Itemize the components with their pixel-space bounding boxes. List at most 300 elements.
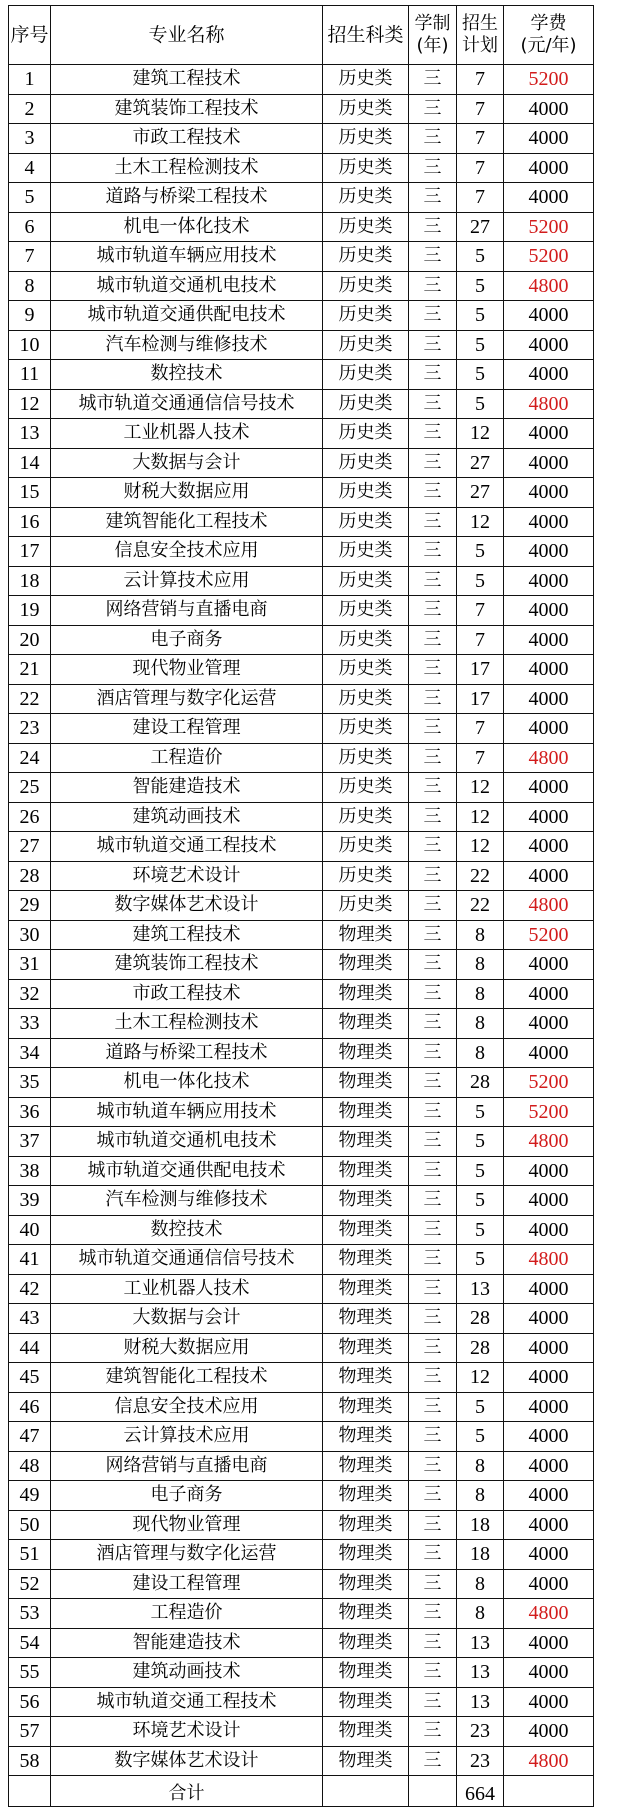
table-row bbox=[9, 242, 594, 272]
cell-fee: 4800 bbox=[504, 1245, 594, 1275]
cell-fee: 4800 bbox=[504, 743, 594, 773]
cell-no: 13 bbox=[9, 419, 51, 449]
cell-category: 物理类 bbox=[323, 1510, 409, 1540]
cell-plan: 17 bbox=[457, 684, 504, 714]
table-row bbox=[9, 920, 594, 950]
cell-plan: 5 bbox=[457, 1422, 504, 1452]
cell-fee: 4800 bbox=[504, 271, 594, 301]
table-row bbox=[9, 94, 594, 124]
cell-category: 物理类 bbox=[323, 1038, 409, 1068]
table-row bbox=[9, 802, 594, 832]
cell-major: 信息安全技术应用 bbox=[51, 537, 323, 567]
cell-category: 历史类 bbox=[323, 714, 409, 744]
cell-category: 物理类 bbox=[323, 1156, 409, 1186]
cell-plan: 7 bbox=[457, 714, 504, 744]
cell-major: 网络营销与直播电商 bbox=[51, 1451, 323, 1481]
cell-plan: 13 bbox=[457, 1628, 504, 1658]
cell-category: 物理类 bbox=[323, 1422, 409, 1452]
cell-years: 三 bbox=[409, 1038, 457, 1068]
cell-no: 52 bbox=[9, 1569, 51, 1599]
table-row bbox=[9, 861, 594, 891]
cell-years: 三 bbox=[409, 1363, 457, 1393]
cell-plan: 13 bbox=[457, 1658, 504, 1688]
cell-major: 城市轨道交通机电技术 bbox=[51, 1127, 323, 1157]
table-row bbox=[9, 1127, 594, 1157]
cell-years: 三 bbox=[409, 1540, 457, 1570]
cell-fee: 4800 bbox=[504, 1746, 594, 1776]
cell-plan: 22 bbox=[457, 891, 504, 921]
cell-plan: 13 bbox=[457, 1687, 504, 1717]
table-row bbox=[9, 301, 594, 331]
cell-no: 21 bbox=[9, 655, 51, 685]
cell-fee: 4000 bbox=[504, 1274, 594, 1304]
cell-plan: 7 bbox=[457, 596, 504, 626]
cell-plan: 7 bbox=[457, 124, 504, 154]
table-row bbox=[9, 1510, 594, 1540]
cell-major: 城市轨道交通通信信号技术 bbox=[51, 1245, 323, 1275]
cell-category: 历史类 bbox=[323, 153, 409, 183]
header-major: 专业名称 bbox=[51, 6, 323, 65]
cell-no: 36 bbox=[9, 1097, 51, 1127]
cell-major: 道路与桥梁工程技术 bbox=[51, 183, 323, 213]
cell-no: 34 bbox=[9, 1038, 51, 1068]
cell-major: 建筑工程技术 bbox=[51, 920, 323, 950]
table-row bbox=[9, 183, 594, 213]
cell-no: 24 bbox=[9, 743, 51, 773]
table-row bbox=[9, 1658, 594, 1688]
cell-years: 三 bbox=[409, 242, 457, 272]
cell-category: 物理类 bbox=[323, 1628, 409, 1658]
cell-years: 三 bbox=[409, 1215, 457, 1245]
cell-no: 50 bbox=[9, 1510, 51, 1540]
cell-plan: 12 bbox=[457, 419, 504, 449]
cell-major: 城市轨道车辆应用技术 bbox=[51, 242, 323, 272]
cell-years: 三 bbox=[409, 1451, 457, 1481]
cell-years: 三 bbox=[409, 655, 457, 685]
cell-fee: 4000 bbox=[504, 1481, 594, 1511]
cell-category: 历史类 bbox=[323, 65, 409, 95]
cell-no: 10 bbox=[9, 330, 51, 360]
total-row bbox=[9, 1776, 594, 1807]
header-plan bbox=[457, 6, 504, 65]
cell-major: 机电一体化技术 bbox=[51, 1068, 323, 1098]
cell-major: 工业机器人技术 bbox=[51, 419, 323, 449]
cell-category: 历史类 bbox=[323, 625, 409, 655]
cell-category: 物理类 bbox=[323, 1215, 409, 1245]
cell-fee: 4000 bbox=[504, 1687, 594, 1717]
cell-fee: 4000 bbox=[504, 1628, 594, 1658]
cell-major: 建筑智能化工程技术 bbox=[51, 507, 323, 537]
cell-no: 17 bbox=[9, 537, 51, 567]
cell-major: 建筑智能化工程技术 bbox=[51, 1363, 323, 1393]
table-row bbox=[9, 655, 594, 685]
cell-plan: 23 bbox=[457, 1746, 504, 1776]
cell-years: 三 bbox=[409, 65, 457, 95]
cell-years: 三 bbox=[409, 684, 457, 714]
table-row bbox=[9, 153, 594, 183]
cell-years: 三 bbox=[409, 1068, 457, 1098]
table-body bbox=[9, 65, 594, 1776]
cell-major: 建筑动画技术 bbox=[51, 1658, 323, 1688]
cell-no: 55 bbox=[9, 1658, 51, 1688]
cell-category: 物理类 bbox=[323, 1687, 409, 1717]
cell-years: 三 bbox=[409, 389, 457, 419]
cell-fee: 4000 bbox=[504, 1422, 594, 1452]
cell-fee: 4000 bbox=[504, 1717, 594, 1747]
cell-major: 建筑工程技术 bbox=[51, 65, 323, 95]
table-row bbox=[9, 891, 594, 921]
cell-no: 20 bbox=[9, 625, 51, 655]
cell-plan: 8 bbox=[457, 1481, 504, 1511]
cell-major: 城市轨道交通供配电技术 bbox=[51, 1156, 323, 1186]
header-years-line2: (年) bbox=[416, 35, 449, 56]
cell-years: 三 bbox=[409, 1481, 457, 1511]
cell-major: 城市轨道交通工程技术 bbox=[51, 1687, 323, 1717]
table-row bbox=[9, 1215, 594, 1245]
table-row bbox=[9, 65, 594, 95]
cell-major: 智能建造技术 bbox=[51, 773, 323, 803]
cell-fee: 4000 bbox=[504, 419, 594, 449]
cell-no: 25 bbox=[9, 773, 51, 803]
cell-fee: 4000 bbox=[504, 330, 594, 360]
cell-fee: 4800 bbox=[504, 1127, 594, 1157]
cell-fee: 5200 bbox=[504, 1068, 594, 1098]
cell-plan: 5 bbox=[457, 330, 504, 360]
cell-no: 23 bbox=[9, 714, 51, 744]
cell-years: 三 bbox=[409, 596, 457, 626]
cell-major: 工程造价 bbox=[51, 743, 323, 773]
cell-category: 历史类 bbox=[323, 537, 409, 567]
cell-fee: 5200 bbox=[504, 242, 594, 272]
header-fee bbox=[504, 6, 594, 65]
cell-category: 历史类 bbox=[323, 183, 409, 213]
cell-plan: 28 bbox=[457, 1333, 504, 1363]
cell-years: 三 bbox=[409, 950, 457, 980]
header-row bbox=[9, 6, 594, 65]
cell-plan: 7 bbox=[457, 625, 504, 655]
cell-plan: 5 bbox=[457, 537, 504, 567]
cell-category: 物理类 bbox=[323, 1569, 409, 1599]
table-row bbox=[9, 1245, 594, 1275]
cell-years: 三 bbox=[409, 625, 457, 655]
cell-major: 工程造价 bbox=[51, 1599, 323, 1629]
table-row bbox=[9, 419, 594, 449]
cell-no: 54 bbox=[9, 1628, 51, 1658]
table-row bbox=[9, 684, 594, 714]
cell-fee: 4000 bbox=[504, 478, 594, 508]
cell-years: 三 bbox=[409, 1304, 457, 1334]
cell-years: 三 bbox=[409, 1717, 457, 1747]
cell-years: 三 bbox=[409, 537, 457, 567]
cell-category: 物理类 bbox=[323, 1304, 409, 1334]
cell-major: 环境艺术设计 bbox=[51, 1717, 323, 1747]
cell-plan: 12 bbox=[457, 507, 504, 537]
cell-category: 物理类 bbox=[323, 950, 409, 980]
cell-plan: 8 bbox=[457, 1569, 504, 1599]
cell-major: 汽车检测与维修技术 bbox=[51, 1186, 323, 1216]
cell-no: 57 bbox=[9, 1717, 51, 1747]
cell-no: 28 bbox=[9, 861, 51, 891]
table-row bbox=[9, 1599, 594, 1629]
cell-major: 数字媒体艺术设计 bbox=[51, 891, 323, 921]
cell-category: 物理类 bbox=[323, 1746, 409, 1776]
cell-plan: 5 bbox=[457, 1245, 504, 1275]
cell-no: 18 bbox=[9, 566, 51, 596]
cell-no: 15 bbox=[9, 478, 51, 508]
cell-category: 历史类 bbox=[323, 301, 409, 331]
cell-fee: 4000 bbox=[504, 625, 594, 655]
cell-no: 47 bbox=[9, 1422, 51, 1452]
cell-fee: 4000 bbox=[504, 183, 594, 213]
cell-years: 三 bbox=[409, 1569, 457, 1599]
cell-no: 46 bbox=[9, 1392, 51, 1422]
cell-plan: 22 bbox=[457, 861, 504, 891]
cell-major: 建筑装饰工程技术 bbox=[51, 950, 323, 980]
cell-major: 信息安全技术应用 bbox=[51, 1392, 323, 1422]
table-row bbox=[9, 1009, 594, 1039]
cell-plan: 12 bbox=[457, 1363, 504, 1393]
cell-no: 40 bbox=[9, 1215, 51, 1245]
cell-plan: 8 bbox=[457, 1451, 504, 1481]
cell-years: 三 bbox=[409, 743, 457, 773]
table-row bbox=[9, 389, 594, 419]
cell-no: 29 bbox=[9, 891, 51, 921]
cell-major: 建筑装饰工程技术 bbox=[51, 94, 323, 124]
table-row bbox=[9, 1628, 594, 1658]
cell-major: 现代物业管理 bbox=[51, 655, 323, 685]
table-row bbox=[9, 1156, 594, 1186]
cell-major: 汽车检测与维修技术 bbox=[51, 330, 323, 360]
cell-fee: 4000 bbox=[504, 1333, 594, 1363]
cell-fee: 4000 bbox=[504, 832, 594, 862]
cell-plan: 8 bbox=[457, 950, 504, 980]
cell-major: 云计算技术应用 bbox=[51, 566, 323, 596]
cell-plan: 17 bbox=[457, 655, 504, 685]
cell-no: 48 bbox=[9, 1451, 51, 1481]
cell-no: 58 bbox=[9, 1746, 51, 1776]
cell-no: 7 bbox=[9, 242, 51, 272]
cell-no: 6 bbox=[9, 212, 51, 242]
cell-major: 财税大数据应用 bbox=[51, 1333, 323, 1363]
cell-years: 三 bbox=[409, 1422, 457, 1452]
cell-years: 三 bbox=[409, 1127, 457, 1157]
cell-no: 38 bbox=[9, 1156, 51, 1186]
cell-category: 物理类 bbox=[323, 1009, 409, 1039]
cell-category: 历史类 bbox=[323, 891, 409, 921]
cell-years: 三 bbox=[409, 1510, 457, 1540]
header-plan-line2: 计划 bbox=[462, 35, 498, 56]
cell-years: 三 bbox=[409, 1333, 457, 1363]
cell-category: 物理类 bbox=[323, 1186, 409, 1216]
cell-years: 三 bbox=[409, 979, 457, 1009]
cell-category: 历史类 bbox=[323, 684, 409, 714]
cell-category: 物理类 bbox=[323, 1127, 409, 1157]
cell-major: 城市轨道车辆应用技术 bbox=[51, 1097, 323, 1127]
cell-no: 12 bbox=[9, 389, 51, 419]
cell-category: 历史类 bbox=[323, 448, 409, 478]
table-row bbox=[9, 448, 594, 478]
cell-major: 土木工程检测技术 bbox=[51, 153, 323, 183]
cell-major: 城市轨道交通供配电技术 bbox=[51, 301, 323, 331]
table-row bbox=[9, 271, 594, 301]
table-row bbox=[9, 1717, 594, 1747]
cell-years: 三 bbox=[409, 1658, 457, 1688]
cell-no: 30 bbox=[9, 920, 51, 950]
cell-years: 三 bbox=[409, 1245, 457, 1275]
cell-plan: 8 bbox=[457, 1038, 504, 1068]
cell-no: 11 bbox=[9, 360, 51, 390]
cell-category: 历史类 bbox=[323, 655, 409, 685]
header-years-line1: 学制 bbox=[414, 13, 451, 34]
cell-years: 三 bbox=[409, 802, 457, 832]
cell-category: 物理类 bbox=[323, 1245, 409, 1275]
table-row bbox=[9, 1422, 594, 1452]
cell-category: 历史类 bbox=[323, 802, 409, 832]
cell-category: 历史类 bbox=[323, 360, 409, 390]
cell-plan: 5 bbox=[457, 1156, 504, 1186]
cell-no: 31 bbox=[9, 950, 51, 980]
table-row bbox=[9, 714, 594, 744]
cell-category: 历史类 bbox=[323, 419, 409, 449]
table-row bbox=[9, 478, 594, 508]
total-plan: 664 bbox=[457, 1776, 504, 1807]
cell-fee: 4000 bbox=[504, 1540, 594, 1570]
table-row bbox=[9, 1304, 594, 1334]
cell-category: 历史类 bbox=[323, 389, 409, 419]
cell-plan: 23 bbox=[457, 1717, 504, 1747]
total-no-cell bbox=[9, 1776, 51, 1807]
cell-plan: 12 bbox=[457, 832, 504, 862]
cell-plan: 5 bbox=[457, 301, 504, 331]
cell-no: 9 bbox=[9, 301, 51, 331]
cell-major: 大数据与会计 bbox=[51, 448, 323, 478]
table-row bbox=[9, 1274, 594, 1304]
cell-fee: 4000 bbox=[504, 1451, 594, 1481]
cell-fee: 4000 bbox=[504, 1304, 594, 1334]
cell-plan: 7 bbox=[457, 94, 504, 124]
cell-years: 三 bbox=[409, 271, 457, 301]
table-row bbox=[9, 979, 594, 1009]
cell-fee: 4800 bbox=[504, 1599, 594, 1629]
cell-major: 土木工程检测技术 bbox=[51, 1009, 323, 1039]
cell-years: 三 bbox=[409, 212, 457, 242]
cell-major: 机电一体化技术 bbox=[51, 212, 323, 242]
cell-plan: 5 bbox=[457, 271, 504, 301]
enrollment-plan-table bbox=[8, 5, 594, 1807]
cell-fee: 4000 bbox=[504, 124, 594, 154]
cell-category: 历史类 bbox=[323, 507, 409, 537]
cell-plan: 18 bbox=[457, 1510, 504, 1540]
cell-major: 数控技术 bbox=[51, 1215, 323, 1245]
cell-category: 历史类 bbox=[323, 124, 409, 154]
table-row bbox=[9, 330, 594, 360]
cell-major: 智能建造技术 bbox=[51, 1628, 323, 1658]
cell-years: 三 bbox=[409, 1687, 457, 1717]
cell-plan: 5 bbox=[457, 1392, 504, 1422]
header-category: 招生科类 bbox=[323, 6, 409, 65]
cell-years: 三 bbox=[409, 1628, 457, 1658]
cell-fee: 4000 bbox=[504, 566, 594, 596]
cell-fee: 4000 bbox=[504, 1392, 594, 1422]
cell-years: 三 bbox=[409, 1746, 457, 1776]
cell-no: 32 bbox=[9, 979, 51, 1009]
cell-category: 历史类 bbox=[323, 271, 409, 301]
cell-major: 工业机器人技术 bbox=[51, 1274, 323, 1304]
table-row bbox=[9, 1451, 594, 1481]
cell-years: 三 bbox=[409, 94, 457, 124]
cell-years: 三 bbox=[409, 1392, 457, 1422]
cell-no: 49 bbox=[9, 1481, 51, 1511]
cell-plan: 5 bbox=[457, 566, 504, 596]
cell-no: 43 bbox=[9, 1304, 51, 1334]
cell-major: 电子商务 bbox=[51, 1481, 323, 1511]
table-row bbox=[9, 1392, 594, 1422]
cell-major: 道路与桥梁工程技术 bbox=[51, 1038, 323, 1068]
table-row bbox=[9, 743, 594, 773]
header-fee-line1: 学费 bbox=[530, 13, 567, 34]
cell-category: 物理类 bbox=[323, 1481, 409, 1511]
cell-category: 物理类 bbox=[323, 1274, 409, 1304]
cell-category: 历史类 bbox=[323, 94, 409, 124]
cell-category: 历史类 bbox=[323, 832, 409, 862]
table-row bbox=[9, 537, 594, 567]
cell-fee: 4000 bbox=[504, 1009, 594, 1039]
cell-category: 物理类 bbox=[323, 1599, 409, 1629]
cell-fee: 4000 bbox=[504, 153, 594, 183]
cell-category: 物理类 bbox=[323, 1717, 409, 1747]
cell-plan: 27 bbox=[457, 478, 504, 508]
cell-fee: 4800 bbox=[504, 891, 594, 921]
table-row bbox=[9, 596, 594, 626]
cell-years: 三 bbox=[409, 1097, 457, 1127]
cell-fee: 4000 bbox=[504, 301, 594, 331]
cell-major: 数控技术 bbox=[51, 360, 323, 390]
cell-major: 现代物业管理 bbox=[51, 1510, 323, 1540]
cell-no: 3 bbox=[9, 124, 51, 154]
total-years-cell bbox=[409, 1776, 457, 1807]
cell-major: 城市轨道交通机电技术 bbox=[51, 271, 323, 301]
cell-years: 三 bbox=[409, 1274, 457, 1304]
cell-no: 35 bbox=[9, 1068, 51, 1098]
cell-years: 三 bbox=[409, 448, 457, 478]
cell-major: 建筑动画技术 bbox=[51, 802, 323, 832]
cell-no: 4 bbox=[9, 153, 51, 183]
table-row bbox=[9, 1038, 594, 1068]
table-row bbox=[9, 1068, 594, 1098]
cell-major: 电子商务 bbox=[51, 625, 323, 655]
cell-plan: 8 bbox=[457, 1009, 504, 1039]
enrollment-plan-table-container bbox=[8, 5, 594, 1807]
cell-major: 云计算技术应用 bbox=[51, 1422, 323, 1452]
cell-no: 8 bbox=[9, 271, 51, 301]
header-no: 序号 bbox=[9, 6, 51, 65]
cell-years: 三 bbox=[409, 920, 457, 950]
cell-major: 大数据与会计 bbox=[51, 1304, 323, 1334]
cell-plan: 5 bbox=[457, 242, 504, 272]
cell-fee: 4000 bbox=[504, 1510, 594, 1540]
cell-plan: 5 bbox=[457, 1186, 504, 1216]
header-plan-line1: 招生 bbox=[462, 13, 498, 34]
cell-fee: 4000 bbox=[504, 861, 594, 891]
table-row bbox=[9, 773, 594, 803]
header-years bbox=[409, 6, 457, 65]
table-row bbox=[9, 625, 594, 655]
cell-years: 三 bbox=[409, 419, 457, 449]
cell-fee: 4000 bbox=[504, 1569, 594, 1599]
cell-no: 37 bbox=[9, 1127, 51, 1157]
table-row bbox=[9, 1097, 594, 1127]
table-row bbox=[9, 566, 594, 596]
